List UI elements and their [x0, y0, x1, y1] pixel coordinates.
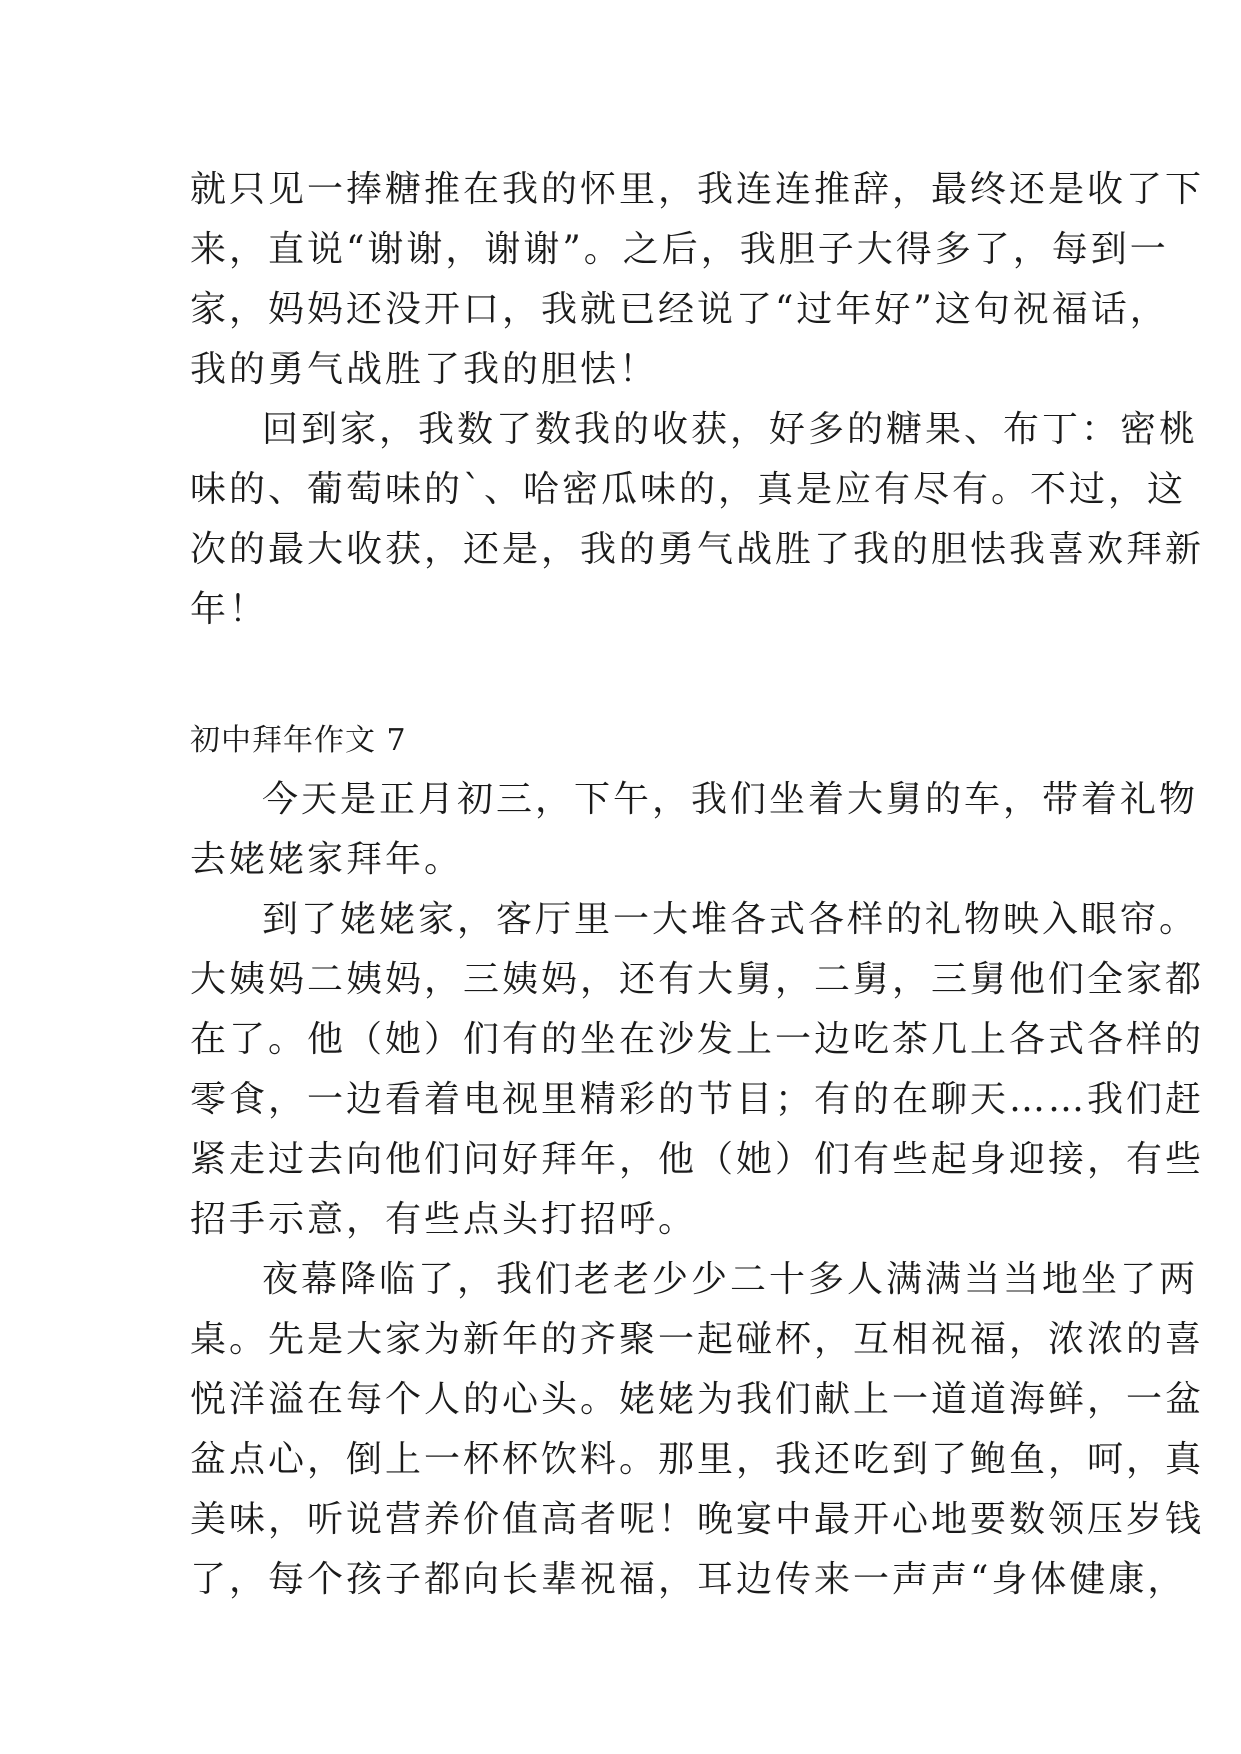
- text-line: 次的最大收获，还是，我的勇气战胜了我的胆怯我喜欢拜新: [190, 529, 1205, 570]
- text-line: 来，直说“谢谢，谢谢”。之后，我胆子大得多了，每到一: [190, 229, 1169, 270]
- section-title: 初中拜年作文 7: [190, 723, 407, 758]
- text-line: 去姥姥家拜年。: [190, 839, 464, 880]
- text-line: 就只见一捧糖推在我的怀里，我连连推辞，最终还是收了下: [190, 169, 1205, 210]
- text-line: 在了。他（她）们有的坐在沙发上一边吃茶几上各式各样的: [190, 1019, 1205, 1060]
- text-line: 桌。先是大家为新年的齐聚一起碰杯，互相祝福，浓浓的喜: [190, 1319, 1205, 1360]
- text-line: 盆点心，倒上一杯杯饮料。那里，我还吃到了鲍鱼，呵，真: [190, 1439, 1205, 1480]
- text-line: 大姨妈二姨妈，三姨妈，还有大舅，二舅，三舅他们全家都: [190, 959, 1205, 1000]
- text-line: 今天是正月初三，下午，我们坐着大舅的车，带着礼物: [262, 779, 1199, 820]
- text-line: 零食，一边看着电视里精彩的节目；有的在聊天……我们赶: [190, 1079, 1205, 1120]
- text-line: 美味，听说营养价值高者呢！晚宴中最开心地要数领压岁钱: [190, 1499, 1205, 1540]
- text-line: 到了姥姥家，客厅里一大堆各式各样的礼物映入眼帘。: [262, 899, 1199, 940]
- section-spacer: [190, 640, 1060, 714]
- text-line: 悦洋溢在每个人的心头。姥姥为我们献上一道道海鲜，一盆: [190, 1379, 1205, 1420]
- text-line: 了，每个孩子都向长辈祝福，耳边传来一声声“身体健康，: [190, 1559, 1187, 1600]
- document-body: [190, 160, 1205, 1610]
- text-line: 紧走过去向他们问好拜年，他（她）们有些起身迎接，有些: [190, 1139, 1205, 1180]
- text-line: 年！: [190, 589, 269, 630]
- text-line: 回到家，我数了数我的收获，好多的糖果、布丁：密桃: [262, 409, 1199, 450]
- text-line: 味的、葡萄味的`、哈密瓜味的，真是应有尽有。不过，这: [190, 469, 1187, 510]
- text-line: 我的勇气战胜了我的胆怯！: [190, 349, 659, 390]
- text-line: 夜幕降临了，我们老老少少二十多人满满当当地坐了两: [262, 1259, 1199, 1300]
- text-line: 家，妈妈还没开口，我就已经说了“过年好”这句祝福话，: [190, 289, 1169, 330]
- text-line: 招手示意，有些点头打招呼。: [190, 1199, 698, 1240]
